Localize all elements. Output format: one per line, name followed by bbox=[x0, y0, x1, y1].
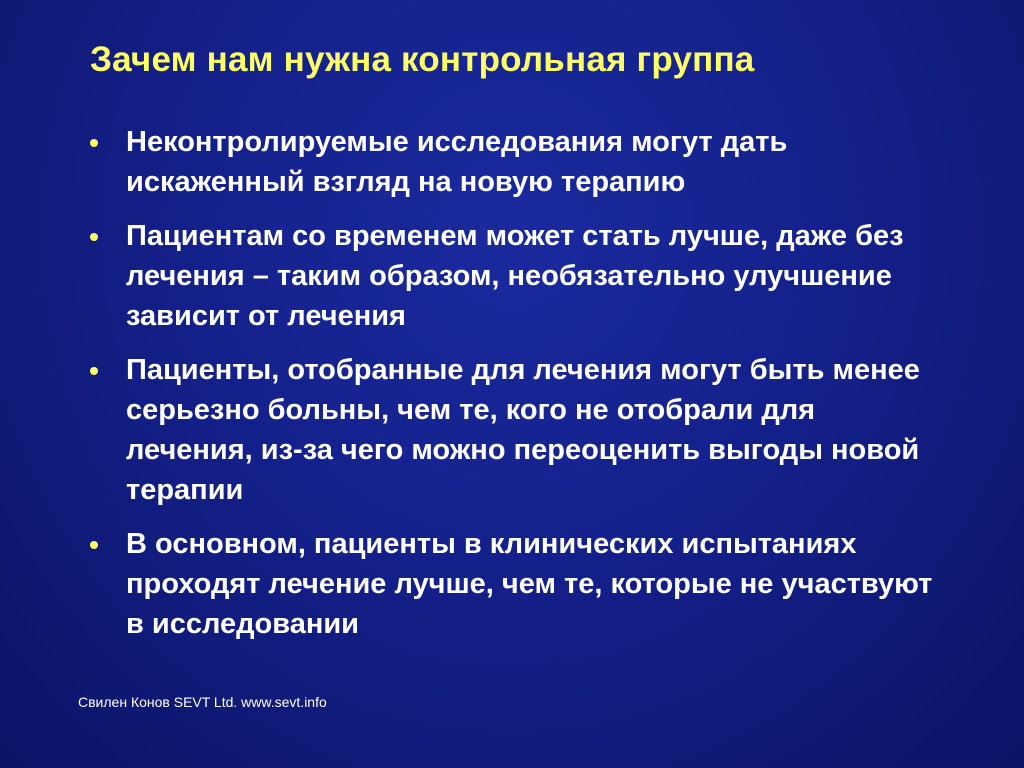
bullet-list bbox=[88, 122, 968, 658]
bullet-text: В основном, пациенты в клинических испытаниях проходят лечение лучше, чем те, которые не участвуют в исследовании bbox=[126, 528, 933, 640]
bullet-dot-icon bbox=[90, 367, 98, 375]
bullet-dot-icon bbox=[90, 541, 98, 549]
slide-footer: Свилен Конов SEVT Ltd. www.sevt.info bbox=[78, 694, 327, 710]
bullet-text: Пациентам со временем может стать лучше, даже без лечения – таким образом, необязательно улучшение зависит от лечения bbox=[126, 220, 904, 332]
bullet-item bbox=[88, 350, 968, 510]
slide-title: Зачем нам нужна контрольная группа bbox=[90, 40, 755, 79]
bullet-text: Неконтролируемые исследования могут дать искаженный взгляд на новую терапию bbox=[126, 126, 788, 198]
bullet-dot-icon bbox=[90, 139, 98, 147]
bullet-text: Пациенты, отобранные для лечения могут быть менее серьезно больны, чем те, кого не отобрали для лечения, из-за чего можно переоценить выгоды новой терапии bbox=[126, 354, 920, 506]
bullet-item bbox=[88, 524, 968, 644]
bullet-dot-icon bbox=[90, 233, 98, 241]
bullet-item bbox=[88, 216, 968, 336]
bullet-item bbox=[88, 122, 968, 202]
